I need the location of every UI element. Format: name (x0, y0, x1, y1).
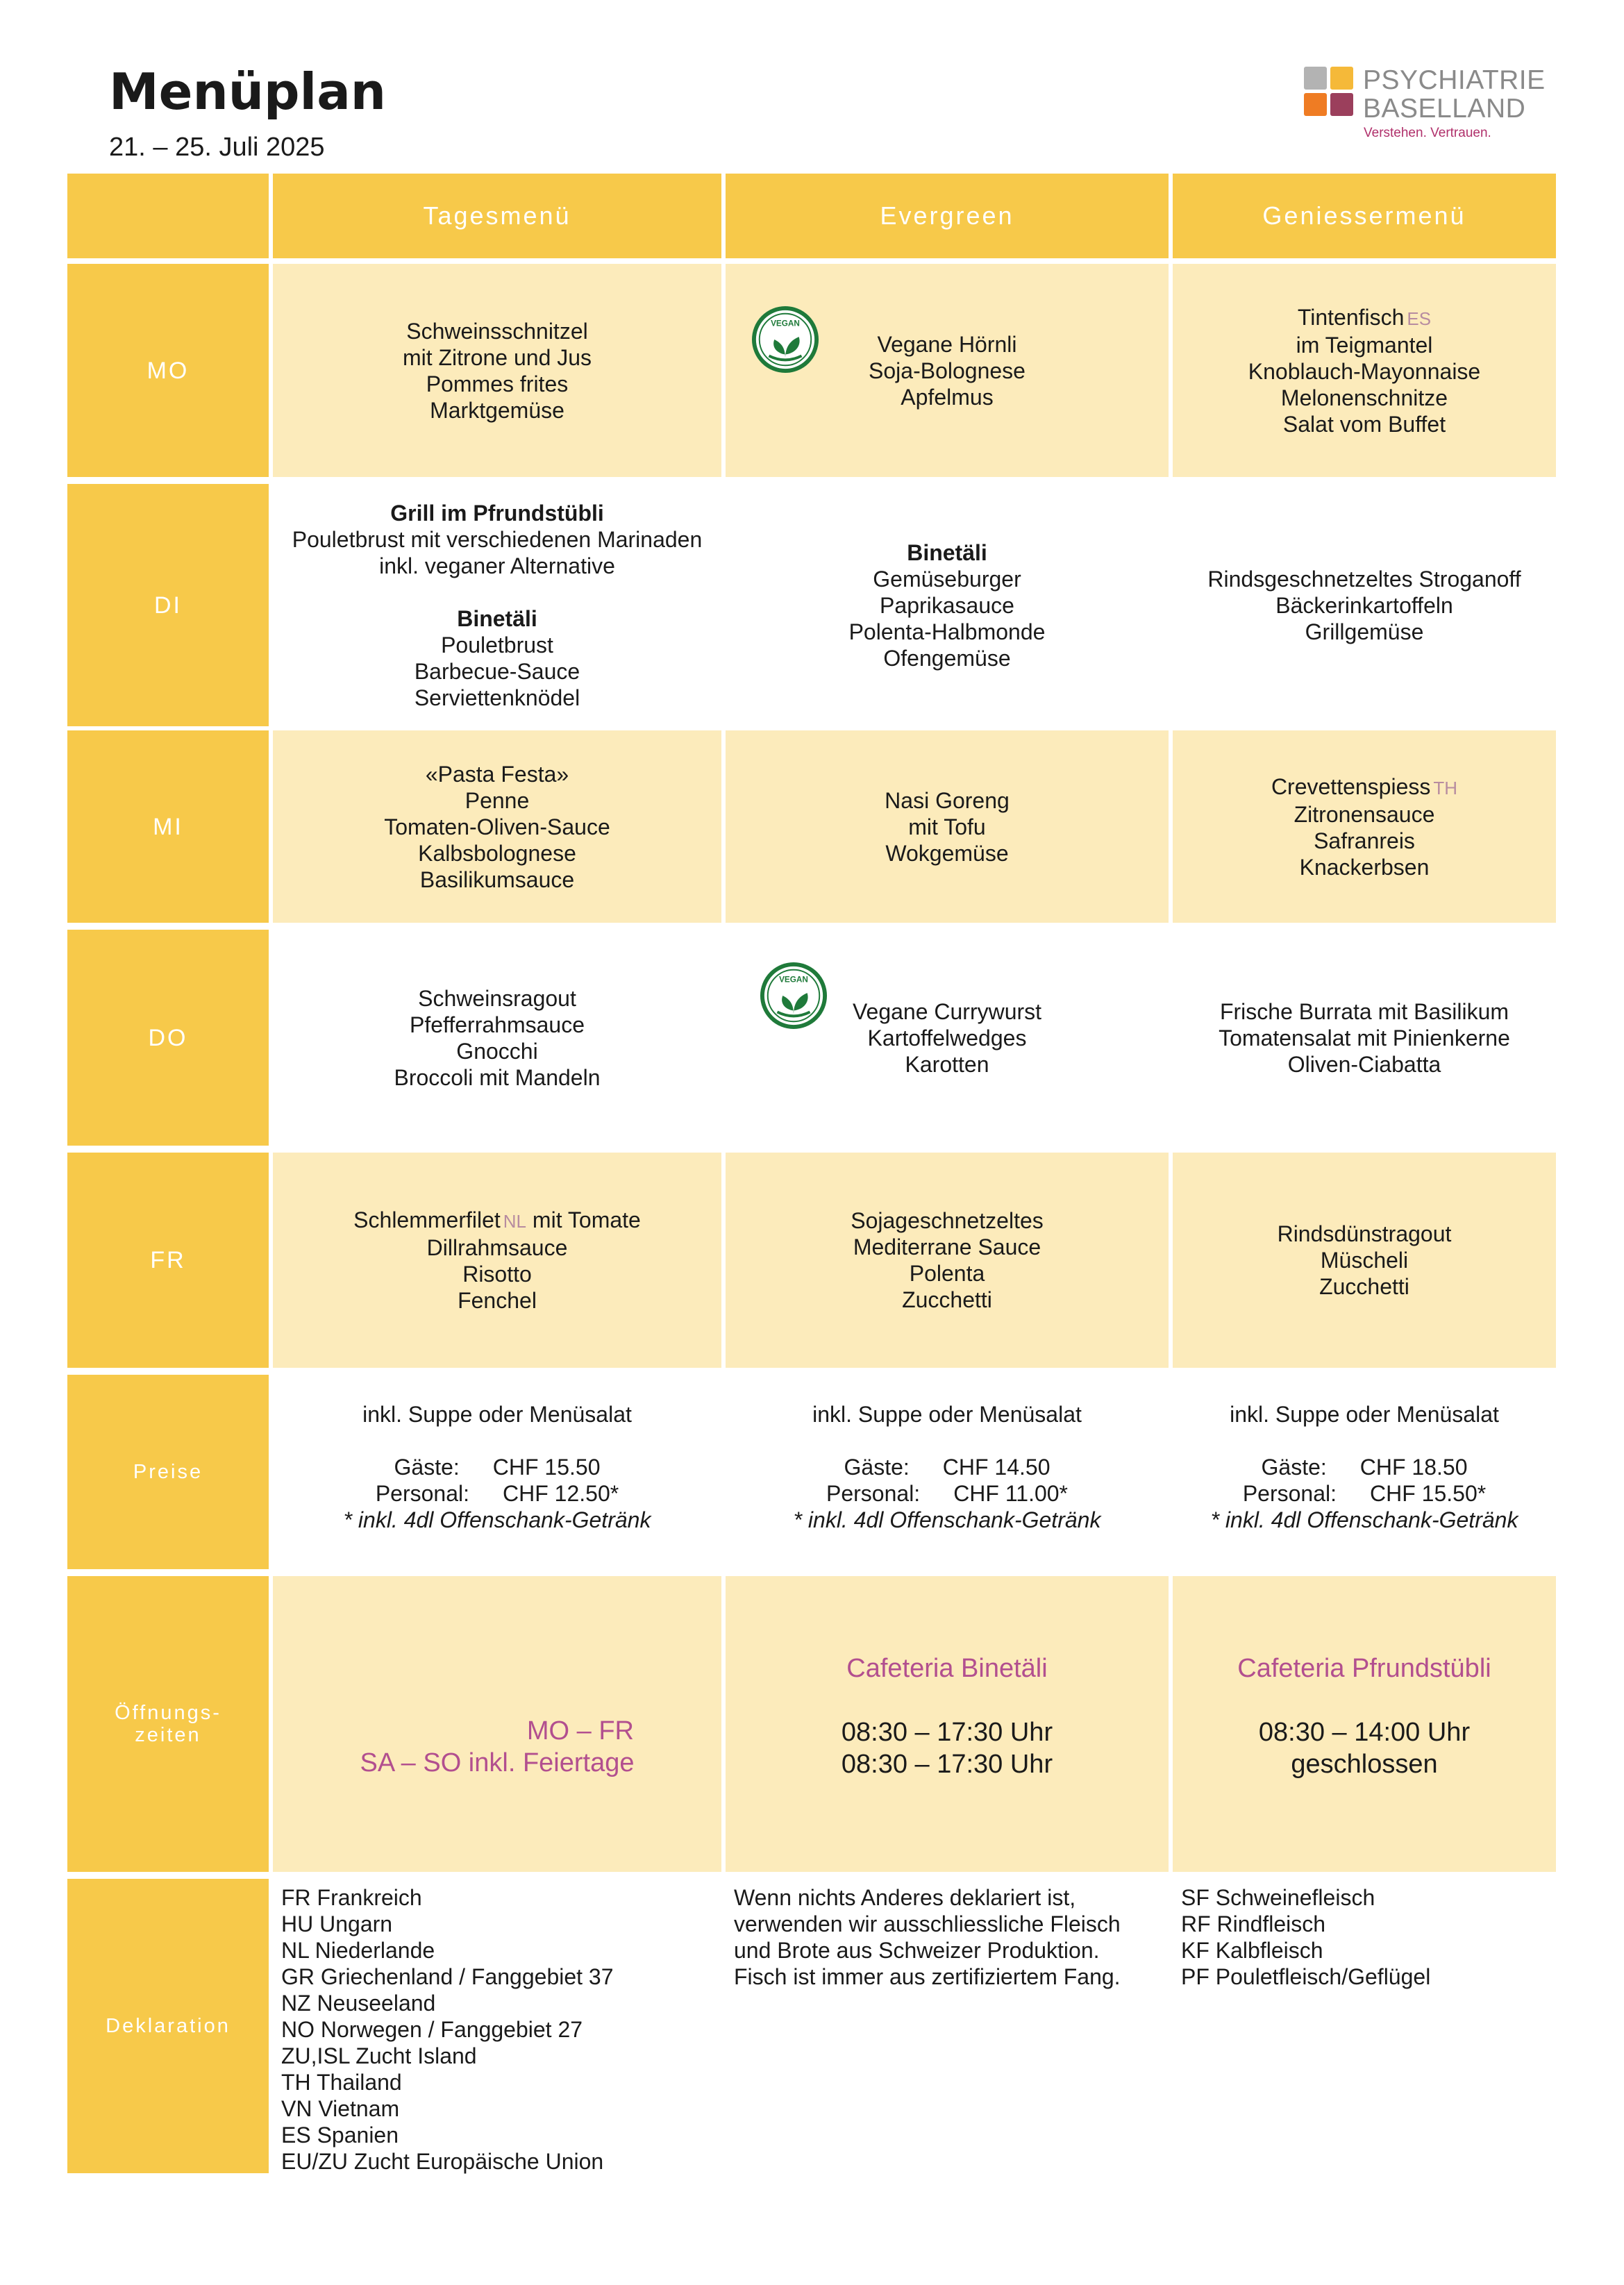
price-label: Gäste: (844, 1455, 910, 1480)
menu-line: inkl. veganer Alternative (379, 553, 615, 578)
row-label-preise (67, 1375, 269, 1569)
note-line: und Brote aus Schweizer Produktion. (734, 1938, 1100, 1963)
price-cell-geniesser (1173, 1375, 1556, 1569)
menu-line: Zucchetti (1319, 1274, 1409, 1299)
country-item: EU/ZU Zucht Europäische Union (281, 2149, 604, 2174)
declaration-countries (273, 1879, 721, 2173)
vegan-badge-icon (751, 305, 819, 374)
menu-line: Zitronensauce (1294, 801, 1435, 827)
price-value: CHF 15.50 (492, 1455, 601, 1480)
page-title: Menüplan (109, 62, 387, 121)
opening-time-weekend: 08:30 – 17:30 Uhr (841, 1750, 1053, 1779)
country-item: TH Thailand (281, 2070, 402, 2095)
menu-line: Fenchel (458, 1288, 537, 1313)
price-cell-tages (273, 1375, 721, 1569)
row-label-deklaration (67, 1879, 269, 2173)
country-item: ZU,ISL Zucht Island (281, 2043, 477, 2068)
menu-line: Kalbsbolognese (418, 840, 576, 866)
menu-line: Mediterrane Sauce (853, 1234, 1041, 1259)
row-label-fr (67, 1153, 269, 1368)
menu-line: mit Tofu (908, 814, 986, 839)
menu-line (353, 1207, 641, 1234)
opening-time-weekend: geschlossen (1291, 1750, 1438, 1779)
price-value: CHF 15.50* (1370, 1481, 1487, 1506)
logo-square-grey (1304, 67, 1327, 90)
price-value: CHF 11.00* (953, 1481, 1068, 1506)
country-item: NO Norwegen / Fanggebiet 27 (281, 2017, 583, 2042)
origin-tag: TH (1433, 777, 1458, 798)
menu-line: Karotten (905, 1051, 989, 1077)
menu-line: Barbecue-Sauce (414, 658, 580, 684)
menu-line: Schweinsschnitzel (406, 318, 588, 344)
menu-line: Vegane Currywurst (852, 998, 1042, 1024)
price-label: Personal: (375, 1481, 469, 1506)
menu-cell-do-geniesser (1173, 930, 1556, 1146)
opening-days-weekday: MO – FR (526, 1716, 634, 1746)
row-label-text: DO (148, 1024, 188, 1051)
menu-line: Penne (464, 787, 530, 813)
menu-cell-fr-evergreen (726, 1153, 1169, 1368)
menu-line: Knackerbsen (1299, 854, 1430, 880)
country-item: NZ Neuseeland (281, 1991, 436, 2016)
menu-cell-di-tages (273, 484, 721, 726)
price-incl: inkl. Suppe oder Menüsalat (812, 1402, 1082, 1427)
price-guest (1262, 1454, 1468, 1480)
menu-line: Basilikumsauce (419, 867, 575, 892)
menu-line: Safranreis (1314, 828, 1415, 853)
price-cell-evergreen (726, 1375, 1169, 1569)
menu-line: Müscheli (1320, 1248, 1409, 1273)
column-header-evergreen (726, 174, 1169, 258)
price-value: CHF 18.50 (1359, 1455, 1468, 1480)
vegan-badge-text: VEGAN (779, 975, 808, 985)
menu-cell-fr-geniesser (1173, 1153, 1556, 1368)
price-label: Gäste: (1261, 1455, 1327, 1480)
logo (1304, 67, 1554, 143)
menu-line: Risotto (462, 1262, 532, 1287)
logo-line2: BASELLAND (1363, 94, 1526, 124)
vegan-badge-icon (760, 962, 828, 1030)
row-label-mo (67, 264, 269, 477)
menu-cell-mo-geniesser (1173, 264, 1556, 477)
menu-line: Frische Burrata mit Basilikum (1219, 998, 1509, 1024)
menu-cell-do-tages (273, 930, 721, 1146)
menu-line: Marktgemüse (430, 397, 564, 423)
menu-line: Nasi Goreng (885, 787, 1010, 813)
price-note: * inkl. 4dl Offenschank-Getränk (1210, 1507, 1518, 1532)
cafeteria-pfrund-title: Cafeteria Pfrundstübli (1237, 1654, 1491, 1683)
price-incl: inkl. Suppe oder Menüsalat (1230, 1402, 1499, 1427)
opening-pfrund-cell (1173, 1576, 1556, 1872)
opening-days-cell (273, 1576, 721, 1872)
row-label-di (67, 484, 269, 726)
country-item: NL Niederlande (281, 1938, 435, 1963)
vegan-badge-text: VEGAN (771, 319, 800, 328)
price-guest (394, 1454, 601, 1480)
row-label-do (67, 930, 269, 1146)
menu-subtitle: Binetäli (907, 539, 987, 565)
column-header-label: Geniessermenü (1262, 201, 1466, 230)
menu-line-text: Tintenfisch (1297, 304, 1405, 330)
menu-line: Polenta (909, 1261, 985, 1286)
menu-cell-di-evergreen (726, 484, 1169, 726)
origin-tag: ES (1407, 308, 1432, 329)
note-line: verwenden wir ausschliessliche Fleisch (734, 1911, 1121, 1936)
column-header-tagesmenue (273, 174, 721, 258)
row-label-mi (67, 730, 269, 923)
menu-cell-fr-tages (273, 1153, 721, 1368)
menu-line: Ofengemüse (883, 645, 1011, 671)
row-label-text: Preise (133, 1461, 203, 1483)
menu-cell-mo-tages (273, 264, 721, 477)
menu-cell-mi-tages (273, 730, 721, 923)
menu-line: Paprikasauce (880, 592, 1014, 618)
menu-line: Polenta-Halbmonde (848, 619, 1046, 644)
price-staff (1243, 1480, 1486, 1507)
row-label-text: Öffnungs- (115, 1702, 221, 1724)
price-guest (844, 1454, 1050, 1480)
menu-line: Apfelmus (901, 384, 994, 410)
country-item: ES Spanien (281, 2123, 399, 2148)
declaration-note (726, 1879, 1169, 2173)
menu-line: Pfefferrahmsauce (410, 1012, 585, 1037)
country-item: GR Griechenland / Fanggebiet 37 (281, 1964, 614, 1989)
menu-line: Wokgemüse (885, 840, 1009, 866)
meat-item: SF Schweinefleisch (1181, 1885, 1375, 1910)
menu-line: Broccoli mit Mandeln (394, 1064, 601, 1090)
menu-line: mit Zitrone und Jus (402, 344, 592, 370)
meat-item: KF Kalbfleisch (1181, 1938, 1323, 1963)
price-note: * inkl. 4dl Offenschank-Getränk (343, 1507, 651, 1532)
menu-cell-mi-evergreen (726, 730, 1169, 923)
opening-time-weekday: 08:30 – 17:30 Uhr (841, 1718, 1053, 1747)
menu-line: Pommes frites (426, 371, 569, 396)
menu-line: Serviettenknödel (414, 685, 580, 710)
menu-line: Tomatensalat mit Pinienkerne (1219, 1025, 1510, 1051)
logo-tagline: Verstehen. Vertrauen. (1364, 126, 1491, 140)
menu-line (1271, 773, 1457, 801)
price-value: CHF 14.50 (942, 1455, 1050, 1480)
menu-line: Zucchetti (902, 1287, 992, 1312)
menu-line: Gnocchi (456, 1038, 538, 1064)
menu-line: Rindsdünstragout (1277, 1221, 1452, 1246)
menu-line: Grillgemüse (1305, 619, 1424, 644)
price-label: Personal: (1242, 1481, 1337, 1506)
menu-line (1298, 304, 1431, 332)
menu-cell-mi-geniesser (1173, 730, 1556, 923)
menu-line: Bäckerinkartoffeln (1275, 592, 1453, 618)
opening-time-weekday: 08:30 – 14:00 Uhr (1258, 1718, 1471, 1747)
menu-line: Rindsgeschnetzeltes Stroganoff (1207, 566, 1521, 592)
column-header-label: Evergreen (880, 201, 1014, 230)
opening-days-weekend: SA – SO inkl. Feiertage (360, 1748, 635, 1777)
row-label-text: FR (150, 1247, 186, 1273)
date-range: 21. – 25. Juli 2025 (109, 133, 325, 162)
meat-item: PF Pouletfleisch/Geflügel (1181, 1964, 1431, 1989)
menu-line: Pouletbrust (441, 632, 553, 658)
menu-line: Tomaten-Oliven-Sauce (384, 814, 610, 839)
row-label-oeffnungszeiten (67, 1576, 269, 1872)
menu-line: Dillrahmsauce (426, 1235, 568, 1260)
menu-line: Gemüseburger (873, 566, 1021, 592)
logo-square-orange (1304, 93, 1327, 116)
logo-square-plum (1330, 93, 1353, 116)
menu-line-text: mit Tomate (532, 1207, 641, 1232)
meat-item: RF Rindfleisch (1181, 1911, 1326, 1936)
header-corner (67, 174, 269, 258)
menu-line: Schweinsragout (418, 985, 576, 1011)
menu-cell-di-geniesser (1173, 484, 1556, 726)
country-item: VN Vietnam (281, 2096, 400, 2121)
menu-line: Kartoffelwedges (867, 1025, 1027, 1051)
row-label-text: MO (147, 357, 190, 384)
price-value: CHF 12.50* (503, 1481, 619, 1506)
cafeteria-binetaeli-title: Cafeteria Binetäli (846, 1654, 1048, 1683)
logo-square-yellow (1330, 67, 1353, 90)
declaration-meats (1173, 1879, 1556, 2173)
menu-line: im Teigmantel (1296, 332, 1433, 358)
menu-line-text: Crevettenspiess (1271, 773, 1431, 799)
country-item: HU Ungarn (281, 1911, 393, 1936)
country-item: FR Frankreich (281, 1885, 422, 1910)
price-incl: inkl. Suppe oder Menüsalat (362, 1402, 632, 1427)
note-line: Fisch ist immer aus zertifiziertem Fang. (734, 1964, 1121, 1989)
price-label: Personal: (826, 1481, 921, 1506)
opening-binetaeli-cell (726, 1576, 1169, 1872)
menu-subtitle: Binetäli (457, 605, 537, 631)
menu-line: Soja-Bolognese (869, 358, 1026, 383)
note-line: Wenn nichts Anderes deklariert ist, (734, 1885, 1076, 1910)
logo-line1: PSYCHIATRIE (1363, 65, 1546, 95)
menu-line: Salat vom Buffet (1282, 411, 1446, 437)
menu-line: «Pasta Festa» (425, 761, 569, 787)
menu-line: Oliven-Ciabatta (1287, 1051, 1441, 1077)
price-staff (826, 1480, 1068, 1507)
row-label-text: MI (153, 813, 183, 840)
row-label-text: DI (154, 592, 182, 619)
menu-line: Melonenschnitze (1280, 385, 1448, 410)
origin-tag: NL (503, 1211, 527, 1232)
row-label-text: zeiten (135, 1724, 201, 1746)
row-label-text: Deklaration (106, 2015, 231, 2037)
price-note: * inkl. 4dl Offenschank-Getränk (793, 1507, 1101, 1532)
column-header-label: Tagesmenü (423, 201, 571, 230)
menu-line-text: Schlemmerfilet (353, 1207, 501, 1232)
price-staff (376, 1480, 619, 1507)
column-header-geniessermenue (1173, 174, 1556, 258)
menu-line: Knoblauch-Mayonnaise (1248, 358, 1481, 384)
menu-line: Vegane Hörnli (877, 331, 1017, 357)
menu-subtitle: Grill im Pfrundstübli (390, 500, 604, 526)
menu-line: Pouletbrust mit verschiedenen Marinaden (292, 526, 703, 552)
menu-line: Sojageschnetzeltes (851, 1208, 1044, 1233)
price-label: Gäste: (394, 1455, 460, 1480)
